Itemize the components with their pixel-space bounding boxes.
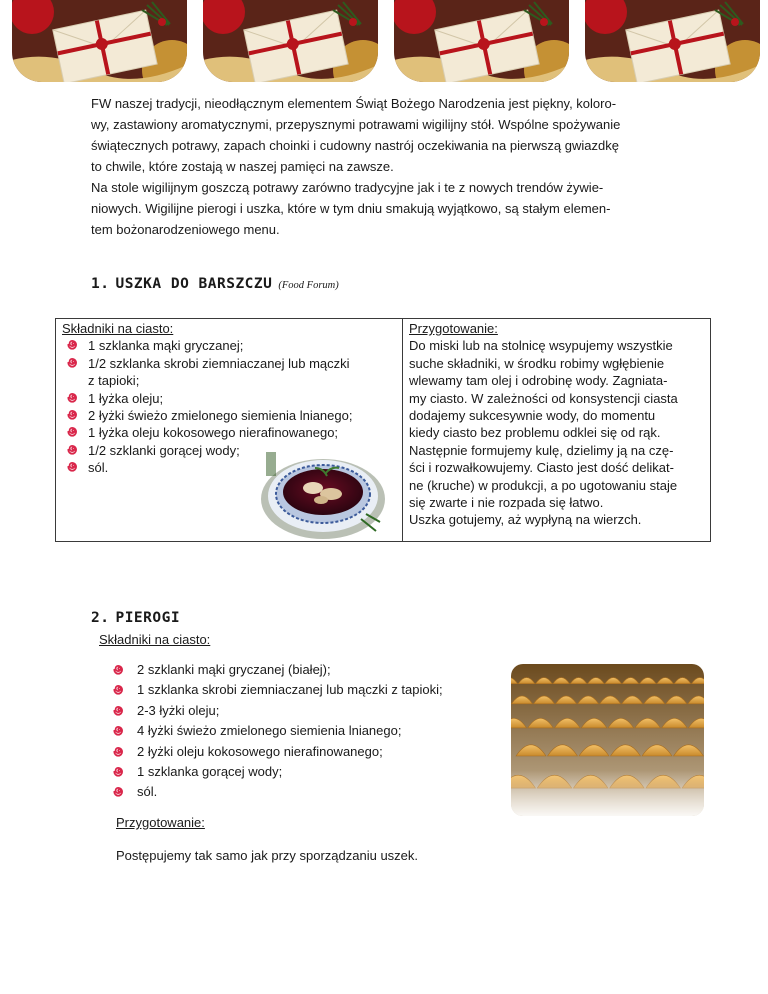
preparation-line: kiedy ciasto bez problemu odklei się od rąk. [409, 425, 661, 441]
ingredients-title: Składniki na ciasto: [62, 321, 174, 336]
section-title: USZKA DO BARSZCZU [115, 276, 273, 292]
ingredient-text: 1 szklanka mąki gryczanej; [88, 338, 244, 354]
spiral-bullet-icon [113, 785, 126, 798]
intro-line: Na stole wigilijnym goszczą potrawy zarówno tradycyjne jak i te z nowych trendów żywie- [91, 180, 604, 195]
ingredient-text: 1 szklanka gorącej wody; [137, 764, 283, 780]
christmas-envelope-photo [12, 0, 187, 82]
intro-line: wy, zastawiony aromatycznymi, przepysznymi potrawami wigilijny stół. Wspólne spożywanie [91, 117, 621, 132]
section-heading-uszka [91, 276, 339, 292]
ingredient-text: 2 łyżki świeżo zmielonego siemienia lnianego; [88, 408, 353, 424]
ingredient-text: 4 łyżki świeżo zmielonego siemienia lnianego; [137, 723, 402, 739]
list-item [137, 721, 443, 741]
ingredient-text: 1/2 szklanka skrobi ziemniaczanej lub mączki [88, 355, 350, 371]
spiral-bullet-icon [113, 663, 126, 676]
intro-paragraph [91, 93, 677, 240]
preparation-line: Następnie formujemy kulę, dzielimy ją na czę- [409, 442, 674, 458]
ingredient-text: 1 szklanka skrobi ziemniaczanej lub mączki z tapioki; [137, 682, 443, 698]
ingredients-title: Składniki na ciasto: [99, 632, 211, 647]
preparation-line: ści i rozwałkowujemy. Ciasto jest dość delikat- [409, 460, 674, 476]
spiral-bullet-icon [67, 338, 80, 351]
preparation-title: Przygotowanie: [409, 321, 498, 336]
list-item [137, 782, 443, 802]
spiral-bullet-icon [113, 704, 126, 717]
intro-line: tem bożonarodzeniowego menu. [91, 222, 280, 237]
ingredient-text: sól. [88, 460, 109, 476]
christmas-envelope-photo [203, 0, 378, 82]
preparation-text [409, 337, 706, 528]
ingredient-text: 2 szklanki mąki gryczanej (białej); [137, 662, 331, 677]
list-item [137, 680, 443, 700]
spiral-bullet-icon [113, 745, 126, 758]
ingredient-text: 1/2 szklanki gorącej wody; [88, 442, 240, 458]
source-note: (Food Forum) [278, 280, 339, 291]
ingredient-text: z tapioki; [88, 373, 140, 389]
ingredients-list [137, 660, 443, 803]
preparation-line: się zwarte i nie rozpada się łatwo. [409, 495, 604, 511]
preparation-line: ne (kruche) w produkcji, a po ugotowaniu staje [409, 477, 678, 493]
list-item [88, 424, 399, 441]
preparation-line: my ciasto. W zależności od konsystencji ciasta [409, 390, 678, 406]
preparation-line: Do miski lub na stolnicę wsypujemy wszystkie [409, 338, 673, 354]
preparation-cell [403, 319, 710, 541]
ingredients-cell [56, 319, 403, 541]
list-item [88, 372, 399, 389]
list-item [88, 407, 399, 424]
ingredient-text: sól. [137, 784, 158, 800]
pierogi-photo [511, 664, 704, 816]
spiral-bullet-icon [113, 683, 126, 696]
section-number: 1. [91, 276, 110, 292]
section-title: PIEROGI [115, 610, 181, 626]
spiral-bullet-icon [67, 425, 80, 438]
list-item [137, 660, 443, 680]
preparation-title: Przygotowanie: [116, 815, 205, 830]
preparation-text: Postępujemy tak samo jak przy sporządzaniu uszek. [116, 848, 419, 863]
ingredient-text: 1 łyżka oleju kokosowego nierafinowanego; [88, 425, 339, 441]
intro-line: świątecznych potrawy, zapach choinki i cudowny nastrój oczekiwania na pierwszą gwiazdkę [91, 138, 619, 153]
spiral-bullet-icon [113, 724, 126, 737]
list-item [137, 762, 443, 782]
recipe-table [55, 318, 711, 542]
spiral-bullet-icon [67, 391, 80, 404]
spiral-bullet-icon [67, 408, 80, 421]
spiral-bullet-icon [67, 460, 80, 473]
intro-line: FW naszej tradycji, nieodłącznym elementem Świąt Bożego Narodzenia jest piękny, koloro- [91, 96, 617, 111]
borscht-soup-photo [261, 444, 386, 539]
preparation-line: suche składniki, w środku robimy wgłębienie [409, 355, 665, 371]
section-heading-pierogi [91, 610, 180, 626]
spiral-bullet-icon [113, 765, 126, 778]
ingredient-text: 2-3 łyżki oleju; [137, 702, 220, 718]
preparation-line: Uszka gotujemy, aż wypłyną na wierzch. [409, 512, 642, 528]
list-item [137, 742, 443, 762]
christmas-envelope-photo [585, 0, 760, 82]
intro-line: niowych. Wigilijne pierogi i uszka, które w tym dniu smakują wyjątkowo, są stałym elemen- [91, 201, 611, 216]
list-item [88, 390, 399, 407]
preparation-line: wlewamy tam olej i odrobinę wody. Zagniata- [409, 373, 668, 389]
spiral-bullet-icon [67, 356, 80, 369]
intro-line: to chwile, które zostają w naszej pamięci na zawsze. [91, 159, 394, 174]
header-banner [0, 0, 768, 82]
list-item [88, 337, 399, 354]
list-item [88, 355, 399, 372]
section-number: 2. [91, 610, 110, 626]
spiral-bullet-icon [67, 443, 80, 456]
ingredient-text: 1 łyżka oleju; [88, 390, 164, 406]
ingredient-text: 2 łyżki oleju kokosowego nierafinowanego; [137, 743, 383, 759]
list-item [137, 701, 443, 721]
christmas-envelope-photo [394, 0, 569, 82]
preparation-line: dodajemy sukcesywnie wody, do momentu [409, 408, 656, 424]
